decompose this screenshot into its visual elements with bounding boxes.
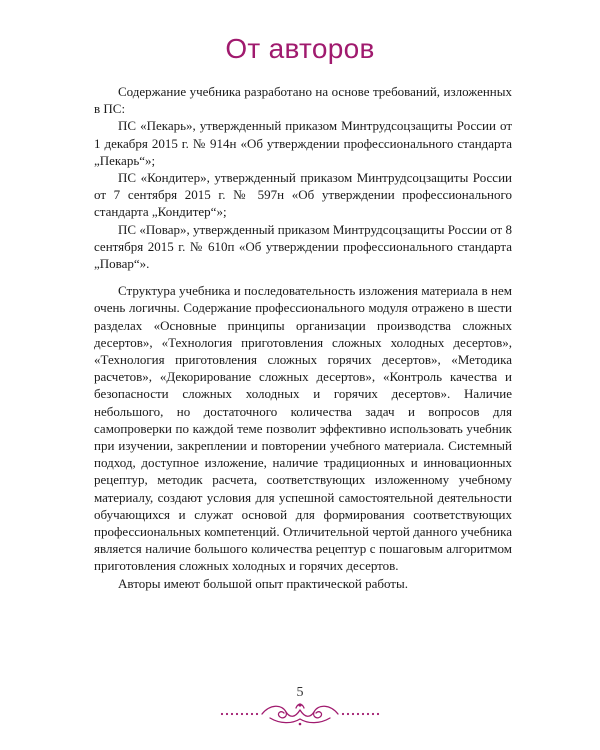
body-text bbox=[94, 83, 512, 592]
structure-paragraph: Структура учебника и последовательность изложения материала в нем очень логичны. Содержание профессионального модуля отражено в шести разделах «Основные принципы организации производства сложных десертов», «Технология приготовления сложных холодных десертов», «Технология приготовления сложных горячих десертов», «Методика расчетов», «Декорирование сложных десертов», «Контроль качества и безопасности сложных холодных и горячих десертов». Наличие небольшого, но достаточного количества задач и вопросов для самопроверки по каждой теме позволит эффективно использовать учебник при изучении, закреплении и повторении учебного материала. Системный подход, доступное изложение, наличие традиционных и инновационных рецептур, методик расчета, соответствующих изложенному учебному материалу, создают условия для успешной самостоятельной деятельности обучающихся и служат основой для формирования соответствующих профессиональных компетенций. Отличительной чертой данного учебника является наличие большого количества рецептур с пошаговым алгоритмом приготовления сложных холодных и горячих десертов. bbox=[94, 283, 512, 574]
page-title: От авторов bbox=[225, 33, 375, 64]
authors-paragraph: Авторы имеют большой опыт практической работы. bbox=[118, 575, 408, 591]
page-number: 5 bbox=[296, 685, 304, 700]
standard-confectioner-paragraph: ПС «Кондитер», утвержденный приказом Минтрудсоцзащиты России от 7 сентября 2015 г. № 597н «Об утверждении профессионального стандарта „Кондитер“»; bbox=[94, 170, 512, 220]
intro-paragraph: Содержание учебника разработано на основе требований, изложенных в ПС: bbox=[94, 84, 512, 117]
standard-baker-paragraph: ПС «Пекарь», утвержденный приказом Минтрудсоцзащиты России от 1 декабря 2015 г. № 914н «Об утверждении профессионального стандарта „Пекарь“»; bbox=[94, 118, 512, 168]
flourish-ornament-icon bbox=[200, 700, 400, 730]
standard-cook-paragraph: ПС «Повар», утвержденный приказом Минтрудсоцзащиты России от 8 сентября 2015 г. № 610п «Об утверждении профессионального стандарта „Повар“». bbox=[94, 221, 512, 272]
